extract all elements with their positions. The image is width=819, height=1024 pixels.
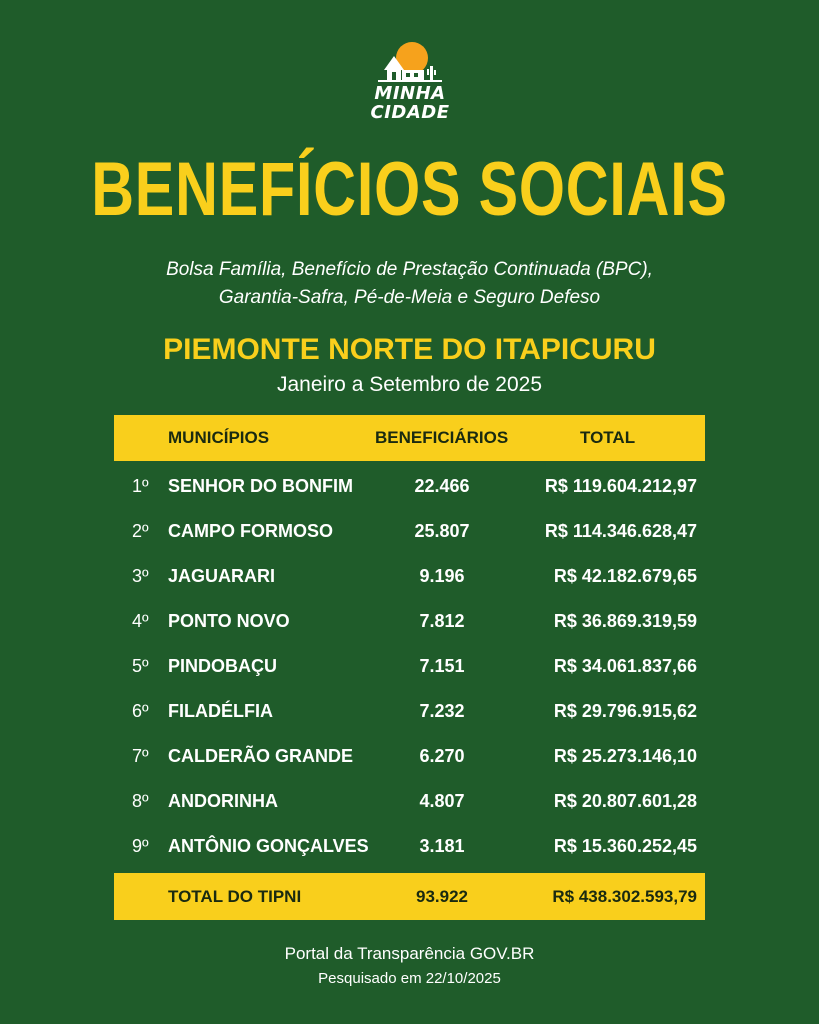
subtitle-line-1: Bolsa Família, Benefício de Prestação Continuada (BPC), [166,259,653,280]
row-municipio: JAGUARARI [168,566,276,586]
total-label: TOTAL DO TIPNI [168,887,302,906]
row-total: R$ 25.273.146,10 [553,746,697,766]
row-total: R$ 20.807.601,28 [553,791,697,811]
row-rank: 8º [132,791,149,811]
row-beneficiarios: 7.812 [419,611,465,631]
table-row [114,779,705,824]
row-beneficiarios: 7.232 [419,701,465,721]
row-beneficiarios: 6.270 [419,746,465,766]
row-rank: 7º [132,746,149,766]
row-total: R$ 29.796.915,62 [553,701,697,721]
row-rank: 3º [132,566,149,586]
row-beneficiarios: 3.181 [419,836,465,856]
sun-house-logo-icon [378,40,442,84]
row-beneficiarios: 25.807 [414,521,470,541]
row-beneficiarios: 9.196 [419,566,465,586]
table-row [114,509,705,554]
row-municipio: PINDOBAÇU [168,656,278,676]
logo-line-1: MINHA [374,83,446,104]
logo-line-2: CIDADE [370,102,450,123]
row-rank: 6º [132,701,149,721]
table-row [114,824,705,869]
total-value: R$ 438.302.593,79 [552,887,697,906]
row-total: R$ 15.360.252,45 [553,836,697,856]
row-total: R$ 114.346.628,47 [544,521,697,541]
search-date-label: Pesquisado em 22/10/2025 [318,970,501,987]
row-rank: 1º [132,476,149,496]
row-rank: 9º [132,836,149,856]
header-beneficiarios: BENEFICIÁRIOS [375,428,509,447]
row-beneficiarios: 4.807 [419,791,465,811]
region-title: PIEMONTE NORTE DO ITAPICURU [163,333,656,366]
row-rank: 2º [132,521,149,541]
header-total: TOTAL [580,428,636,447]
table-row [114,464,705,509]
header-municipios: MUNICÍPIOS [168,428,270,447]
row-municipio: CALDERÃO GRANDE [168,746,354,766]
source-label: Portal da Transparência GOV.BR [284,944,535,963]
table-row [114,644,705,689]
row-municipio: ANTÔNIO GONÇALVES [168,836,369,856]
table-row [114,734,705,779]
row-municipio: FILADÉLFIA [168,701,273,721]
minha-cidade-logo [360,40,460,124]
total-beneficiarios: 93.922 [416,887,468,906]
row-beneficiarios: 22.466 [414,476,470,496]
table-row [114,599,705,644]
row-total: R$ 36.869.319,59 [553,611,697,631]
row-total: R$ 119.604.212,97 [544,476,697,496]
row-rank: 5º [132,656,149,676]
table-total-row [114,873,705,920]
page-title: BENEFÍCIOS SOCIAIS [91,147,728,232]
row-municipio: SENHOR DO BONFIM [168,476,354,496]
row-rank: 4º [132,611,149,631]
subtitle-line-2: Garantia-Safra, Pé-de-Meia e Seguro Defeso [218,287,601,308]
row-total: R$ 34.061.837,66 [553,656,697,676]
row-municipio: ANDORINHA [168,791,278,811]
table-header [114,415,705,461]
row-municipio: CAMPO FORMOSO [168,521,333,541]
table-row [114,554,705,599]
row-beneficiarios: 7.151 [419,656,465,676]
row-municipio: PONTO NOVO [168,611,290,631]
row-total: R$ 42.182.679,65 [553,566,697,586]
period-label: Janeiro a Setembro de 2025 [276,373,542,396]
table-row [114,689,705,734]
